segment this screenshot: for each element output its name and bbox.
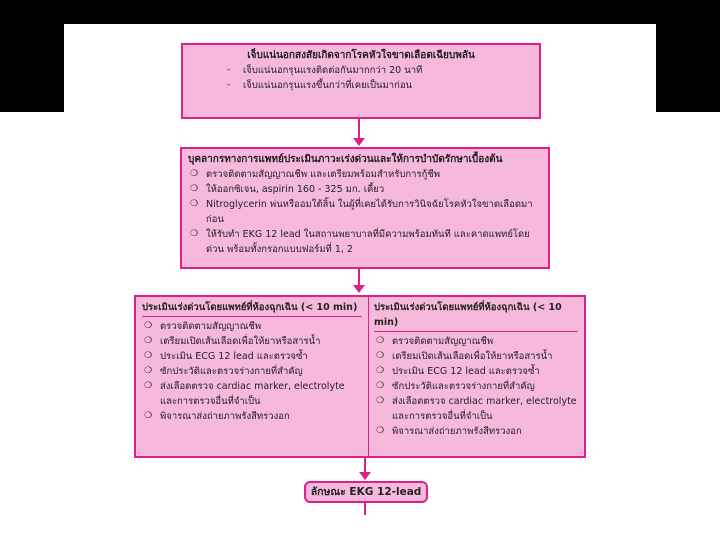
initial-care-title: บุคลากรทางการแพทย์ประเมินภาวะเร่งด่วนและให้การบำบัดรักษาเบื้องต้น bbox=[188, 154, 503, 165]
list-item bbox=[225, 63, 533, 78]
item-text: ตรวจติดตามสัญญาณชีพ และเตรียมพร้อมสำหรับการกู้ชีพ bbox=[206, 169, 441, 180]
er-assessment-box bbox=[134, 295, 586, 458]
circle-bullet-icon: ❍ bbox=[144, 351, 153, 361]
item-text: พิจารณาส่งถ่ายภาพรังสีทรวงอก bbox=[392, 426, 522, 437]
circle-bullet-icon: ❍ bbox=[144, 336, 153, 346]
dash-bullet: - bbox=[227, 80, 231, 90]
item-text: ประเมิน ECG 12 lead และตรวจซ้ำ bbox=[392, 366, 540, 377]
circle-bullet-icon: ❍ bbox=[144, 366, 153, 376]
flow-arrow-head bbox=[353, 138, 365, 146]
list-item bbox=[374, 334, 578, 349]
circle-bullet-icon: ❍ bbox=[190, 184, 199, 194]
er-left-column bbox=[136, 297, 368, 456]
circle-bullet-icon: ❍ bbox=[144, 381, 153, 391]
ekg-result-label: ลักษณะ EKG 12-lead bbox=[310, 486, 422, 498]
item-text: เจ็บแน่นอกรุนแรงติดต่อกันมากกว่า 20 นาที bbox=[243, 65, 423, 76]
item-text: ส่งเลือดตรวจ cardiac marker, electrolyte และการตรวจอื่นที่จำเป็น bbox=[392, 396, 577, 422]
list-item bbox=[374, 364, 578, 379]
list-item bbox=[142, 364, 362, 379]
er-left-list bbox=[142, 319, 362, 424]
circle-bullet-icon: ❍ bbox=[376, 351, 385, 361]
symptom-list bbox=[189, 63, 533, 93]
list-item bbox=[225, 78, 533, 93]
flow-arrow-tail bbox=[364, 503, 366, 515]
initial-care-box bbox=[180, 147, 550, 269]
list-item bbox=[374, 379, 578, 394]
circle-bullet-icon: ❍ bbox=[144, 411, 153, 421]
circle-bullet-icon: ❍ bbox=[190, 229, 199, 239]
item-text: เตรียมเปิดเส้นเลือดเพื่อให้ยาหรือสารน้ำ bbox=[160, 336, 321, 347]
item-text: ตรวจติดตามสัญญาณชีพ bbox=[392, 336, 494, 347]
item-text: ซักประวัติและตรวจร่างกายที่สำคัญ bbox=[160, 366, 303, 377]
circle-bullet-icon: ❍ bbox=[190, 199, 199, 209]
list-item bbox=[188, 227, 542, 257]
item-text: Nitroglycerin พ่นหรืออมใต้ลิ้น ในผู้ที่เคยได้รับการวินิจฉัยโรคหัวใจขาดเลือดมาก่อน bbox=[206, 199, 533, 225]
flow-arrow-head bbox=[353, 285, 365, 293]
item-text: ให้ออกซิเจน, aspirin 160 - 325 มก. เคี้ยว bbox=[206, 184, 385, 195]
item-text: เจ็บแน่นอกรุนแรงขึ้นกว่าที่เคยเป็นมาก่อน bbox=[243, 80, 413, 91]
initial-care-list bbox=[188, 167, 542, 257]
item-text: ส่งเลือดตรวจ cardiac marker, electrolyte และการตรวจอื่นที่จำเป็น bbox=[160, 381, 345, 407]
item-text: ซักประวัติและตรวจร่างกายที่สำคัญ bbox=[392, 381, 535, 392]
circle-bullet-icon: ❍ bbox=[376, 336, 385, 346]
dash-bullet: - bbox=[227, 65, 231, 75]
list-item bbox=[374, 349, 578, 364]
flow-arrow-head bbox=[359, 472, 371, 480]
item-text: ตรวจติดตามสัญญาณชีพ bbox=[160, 321, 262, 332]
list-item bbox=[142, 409, 362, 424]
item-text: พิจารณาส่งถ่ายภาพรังสีทรวงอก bbox=[160, 411, 290, 422]
list-item bbox=[188, 167, 542, 182]
circle-bullet-icon: ❍ bbox=[376, 396, 385, 406]
item-text: เตรียมเปิดเส้นเลือดเพื่อให้ยาหรือสารน้ำ bbox=[392, 351, 553, 362]
list-item bbox=[374, 394, 578, 424]
flow-arrow-line bbox=[358, 119, 360, 140]
list-item bbox=[142, 319, 362, 334]
er-right-column bbox=[368, 297, 584, 456]
symptom-title: เจ็บแน่นอกสงสัยเกิดจากโรคหัวใจขาดเลือดเฉียบพลัน bbox=[247, 50, 475, 61]
item-text: ให้รับทำ EKG 12 lead ในสถานพยาบาลที่มีความพร้อมทันที และคาดแพทย์โดยด่วน พร้อมทั้งกรอกแบบฟอร์มที่ 1, 2 bbox=[206, 229, 530, 255]
list-item bbox=[188, 182, 542, 197]
er-left-title: ประเมินเร่งด่วนโดยแพทย์ที่ห้องฉุกเฉิน (< 10 min) bbox=[142, 300, 362, 317]
circle-bullet-icon: ❍ bbox=[376, 426, 385, 436]
symptom-box bbox=[181, 43, 541, 119]
list-item bbox=[142, 379, 362, 409]
circle-bullet-icon: ❍ bbox=[190, 169, 199, 179]
list-item bbox=[188, 197, 542, 227]
ekg-result-box bbox=[304, 481, 428, 503]
list-item bbox=[374, 424, 578, 439]
circle-bullet-icon: ❍ bbox=[144, 321, 153, 331]
list-item bbox=[142, 349, 362, 364]
er-right-title: ประเมินเร่งด่วนโดยแพทย์ที่ห้องฉุกเฉิน (< 10 min) bbox=[374, 300, 578, 332]
list-item bbox=[142, 334, 362, 349]
item-text: ประเมิน ECG 12 lead และตรวจซ้ำ bbox=[160, 351, 308, 362]
circle-bullet-icon: ❍ bbox=[376, 381, 385, 391]
er-right-list bbox=[374, 334, 578, 439]
circle-bullet-icon: ❍ bbox=[376, 366, 385, 376]
